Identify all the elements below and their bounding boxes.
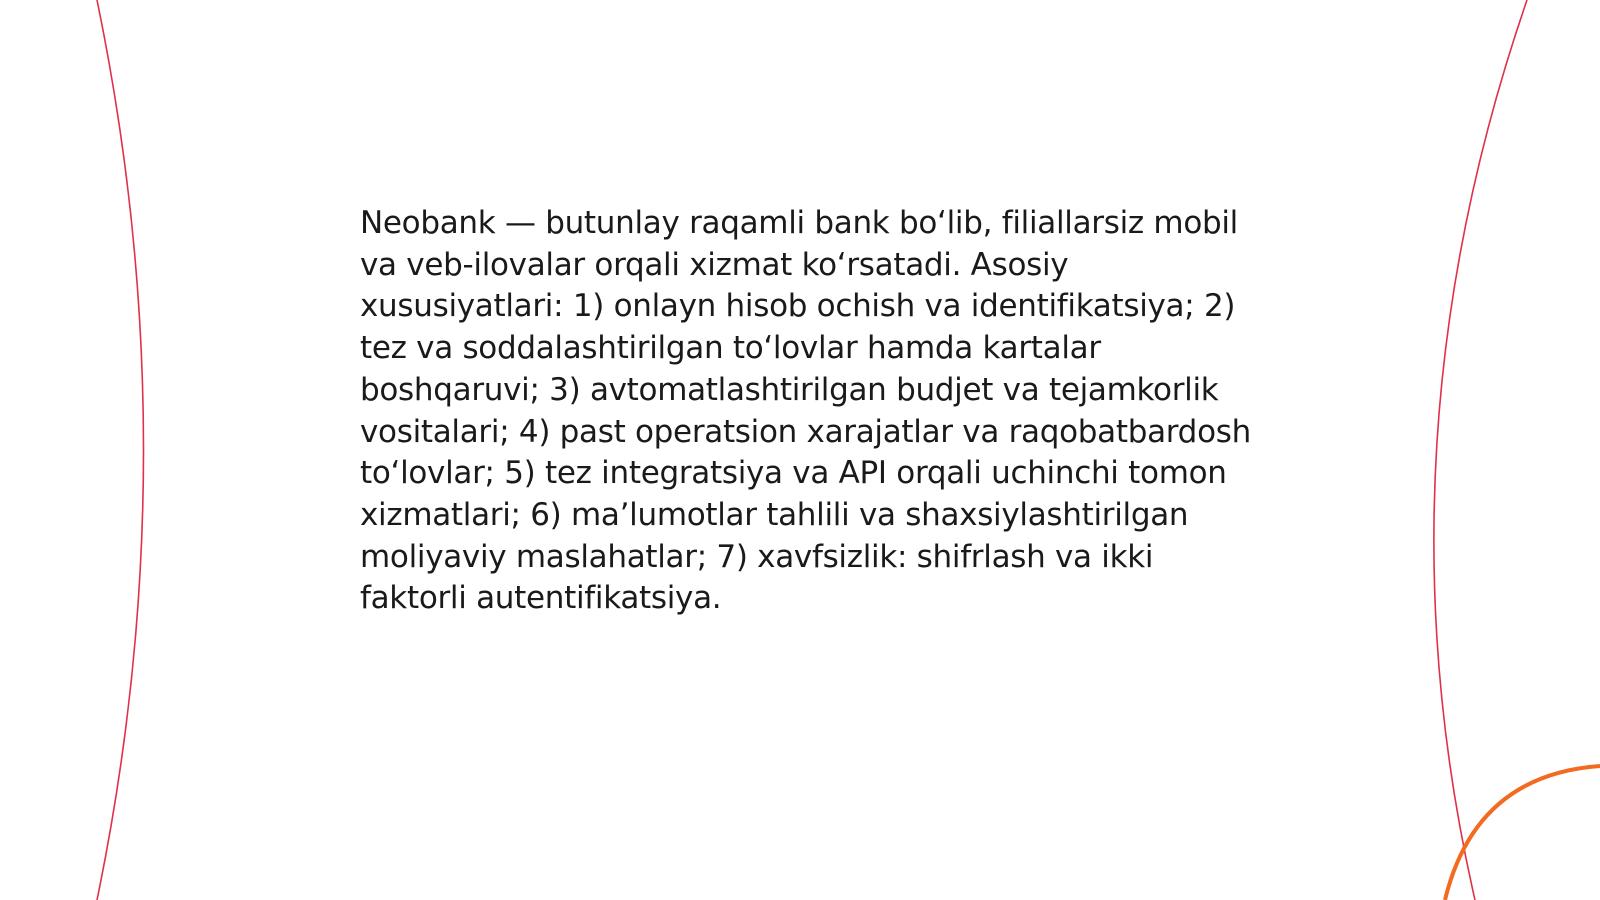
- orange-corner-arc: [1445, 766, 1600, 900]
- left-side-curve: [97, 0, 144, 900]
- paragraph-text: Neobank — butunlay raqamli bank bo‘lib, filiallarsiz mobil va veb-ilovalar orqali xizmat ko‘rsatadi. Asosiy xususiyatlari: 1) onlayn hisob ochish va identifikatsiya; 2) tez va soddalashtirilgan to‘lovlar hamda kartalar boshqaruvi; 3) avtomatlashtirilgan budjet va tejamkorlik vositalari; 4) past operatsion xarajatlar va raqobatbardosh to‘lovlar; 5) tez integratsiya va API orqali uchinchi tomon xizmatlari; 6) ma’lumotlar tahlili va shaxsiylashtirilgan moliyaviy maslahatlar; 7) xavfsizlik: shifrlash va ikki faktorli autentifikatsiya.: [360, 205, 1251, 617]
- right-side-curve: [1434, 0, 1527, 900]
